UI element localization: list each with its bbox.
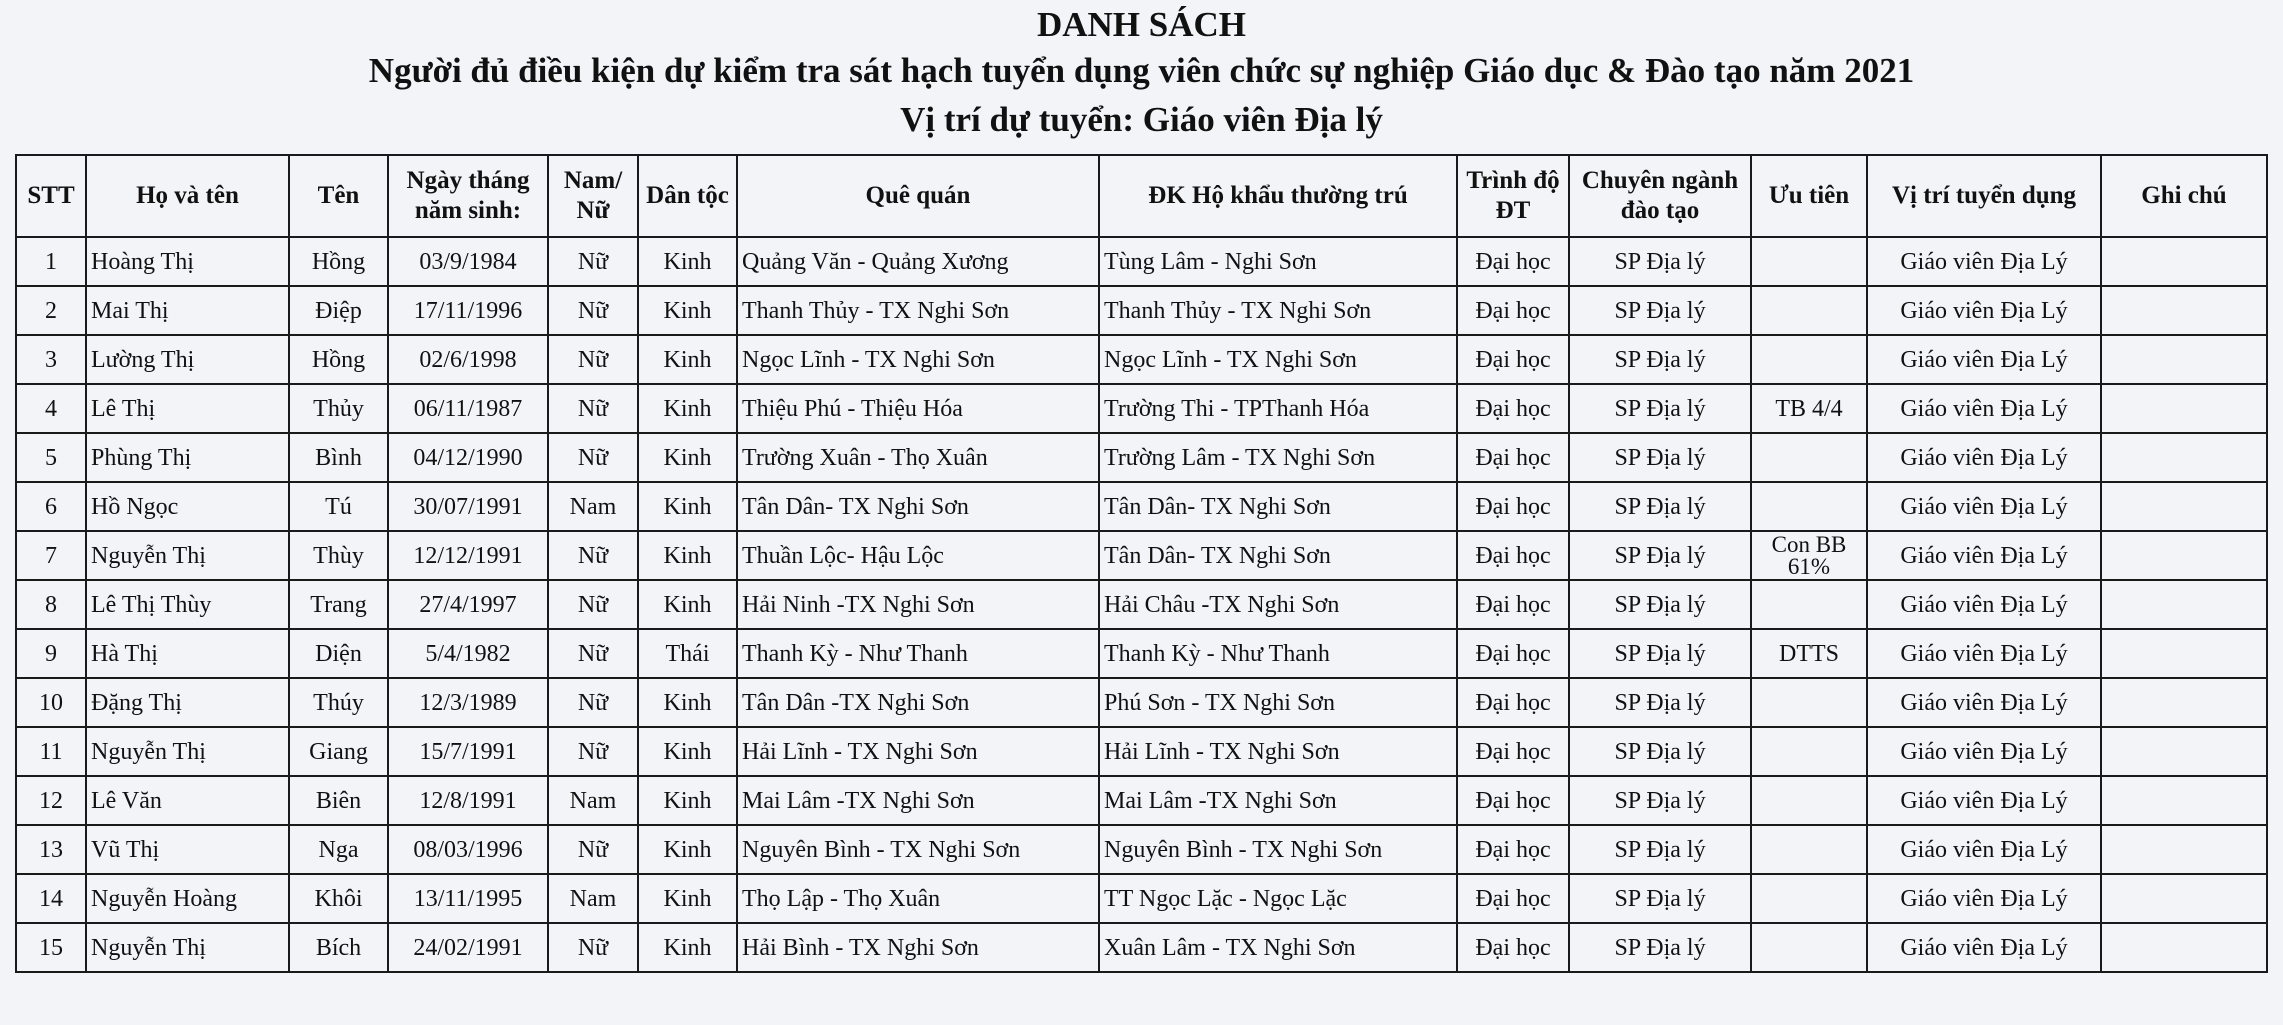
col-header-priority: Ưu tiên bbox=[1751, 155, 1867, 237]
cell-birth-date: 30/07/1991 bbox=[388, 482, 548, 531]
cell-gender: Nam bbox=[548, 482, 638, 531]
cell-ethnicity: Kinh bbox=[638, 923, 737, 972]
table-row bbox=[16, 776, 2267, 825]
cell-residence: Trường Thi - TPThanh Hóa bbox=[1099, 384, 1457, 433]
cell-name: Hồng bbox=[289, 335, 388, 384]
col-header-major: Chuyên ngành đào tạo bbox=[1569, 155, 1751, 237]
cell-gender: Nữ bbox=[548, 727, 638, 776]
cell-name: Diện bbox=[289, 629, 388, 678]
cell-ethnicity: Kinh bbox=[638, 335, 737, 384]
cell-full-name: Phùng Thị bbox=[86, 433, 289, 482]
cell-stt: 1 bbox=[16, 237, 86, 286]
cell-stt: 13 bbox=[16, 825, 86, 874]
page-title: DANH SÁCH bbox=[1036, 5, 1247, 44]
cell-residence: Tùng Lâm - Nghi Sơn bbox=[1099, 237, 1457, 286]
cell-education-level: Đại học bbox=[1457, 727, 1569, 776]
cell-hometown: Quảng Văn - Quảng Xương bbox=[737, 237, 1099, 286]
cell-hometown: Thanh Kỳ - Như Thanh bbox=[737, 629, 1099, 678]
page-subtitle: Người đủ điều kiện dự kiểm tra sát hạch tuyển dụng viên chức sự nghiệp Giáo dục & Đào tạo năm 2021 bbox=[368, 51, 1915, 90]
cell-education-level: Đại học bbox=[1457, 580, 1569, 629]
cell-stt: 5 bbox=[16, 433, 86, 482]
cell-stt: 9 bbox=[16, 629, 86, 678]
cell-full-name: Nguyễn Thị bbox=[86, 727, 289, 776]
col-header-education-level: Trình độ ĐT bbox=[1457, 155, 1569, 237]
cell-ethnicity: Kinh bbox=[638, 874, 737, 923]
cell-major: SP Địa lý bbox=[1569, 384, 1751, 433]
cell-birth-date: 02/6/1998 bbox=[388, 335, 548, 384]
col-header-hometown: Quê quán bbox=[737, 155, 1099, 237]
cell-name: Khôi bbox=[289, 874, 388, 923]
col-header-birth-date: Ngày tháng năm sinh: bbox=[388, 155, 548, 237]
cell-position: Giáo viên Địa Lý bbox=[1867, 384, 2101, 433]
cell-hometown: Tân Dân -TX Nghi Sơn bbox=[737, 678, 1099, 727]
cell-position: Giáo viên Địa Lý bbox=[1867, 923, 2101, 972]
cell-major: SP Địa lý bbox=[1569, 874, 1751, 923]
cell-priority: Con BB 61% bbox=[1751, 531, 1867, 580]
table-row bbox=[16, 874, 2267, 923]
cell-education-level: Đại học bbox=[1457, 531, 1569, 580]
cell-stt: 6 bbox=[16, 482, 86, 531]
cell-stt: 12 bbox=[16, 776, 86, 825]
cell-stt: 14 bbox=[16, 874, 86, 923]
cell-full-name: Lê Văn bbox=[86, 776, 289, 825]
cell-hometown: Thanh Thủy - TX Nghi Sơn bbox=[737, 286, 1099, 335]
cell-gender: Nữ bbox=[548, 678, 638, 727]
cell-major: SP Địa lý bbox=[1569, 776, 1751, 825]
cell-education-level: Đại học bbox=[1457, 335, 1569, 384]
cell-priority bbox=[1751, 482, 1867, 531]
cell-name: Bình bbox=[289, 433, 388, 482]
cell-name: Bích bbox=[289, 923, 388, 972]
cell-major: SP Địa lý bbox=[1569, 286, 1751, 335]
cell-education-level: Đại học bbox=[1457, 384, 1569, 433]
cell-residence: Nguyên Bình - TX Nghi Sơn bbox=[1099, 825, 1457, 874]
cell-name: Giang bbox=[289, 727, 388, 776]
cell-full-name: Vũ Thị bbox=[86, 825, 289, 874]
cell-ethnicity: Kinh bbox=[638, 678, 737, 727]
table-row bbox=[16, 335, 2267, 384]
cell-position: Giáo viên Địa Lý bbox=[1867, 629, 2101, 678]
cell-priority bbox=[1751, 825, 1867, 874]
cell-name: Nga bbox=[289, 825, 388, 874]
cell-birth-date: 27/4/1997 bbox=[388, 580, 548, 629]
cell-hometown: Thuần Lộc- Hậu Lộc bbox=[737, 531, 1099, 580]
cell-notes bbox=[2101, 678, 2267, 727]
cell-notes bbox=[2101, 825, 2267, 874]
cell-residence: Ngọc Lĩnh - TX Nghi Sơn bbox=[1099, 335, 1457, 384]
cell-birth-date: 12/3/1989 bbox=[388, 678, 548, 727]
cell-priority bbox=[1751, 335, 1867, 384]
cell-notes bbox=[2101, 580, 2267, 629]
cell-education-level: Đại học bbox=[1457, 433, 1569, 482]
cell-full-name: Nguyễn Thị bbox=[86, 923, 289, 972]
cell-residence: Tân Dân- TX Nghi Sơn bbox=[1099, 531, 1457, 580]
cell-hometown: Hải Ninh -TX Nghi Sơn bbox=[737, 580, 1099, 629]
col-header-position: Vị trí tuyển dụng bbox=[1867, 155, 2101, 237]
cell-ethnicity: Kinh bbox=[638, 776, 737, 825]
cell-notes bbox=[2101, 874, 2267, 923]
cell-gender: Nam bbox=[548, 776, 638, 825]
cell-priority bbox=[1751, 874, 1867, 923]
table-row bbox=[16, 727, 2267, 776]
cell-position: Giáo viên Địa Lý bbox=[1867, 580, 2101, 629]
cell-notes bbox=[2101, 531, 2267, 580]
cell-ethnicity: Kinh bbox=[638, 580, 737, 629]
table-row bbox=[16, 237, 2267, 286]
cell-stt: 8 bbox=[16, 580, 86, 629]
cell-notes bbox=[2101, 923, 2267, 972]
col-header-ethnicity: Dân tộc bbox=[638, 155, 737, 237]
cell-priority bbox=[1751, 923, 1867, 972]
cell-residence: TT Ngọc Lặc - Ngọc Lặc bbox=[1099, 874, 1457, 923]
cell-birth-date: 12/8/1991 bbox=[388, 776, 548, 825]
cell-notes bbox=[2101, 727, 2267, 776]
table-row bbox=[16, 678, 2267, 727]
cell-birth-date: 03/9/1984 bbox=[388, 237, 548, 286]
cell-education-level: Đại học bbox=[1457, 825, 1569, 874]
cell-residence: Trường Lâm - TX Nghi Sơn bbox=[1099, 433, 1457, 482]
cell-education-level: Đại học bbox=[1457, 629, 1569, 678]
col-header-gender: Nam/ Nữ bbox=[548, 155, 638, 237]
cell-ethnicity: Kinh bbox=[638, 727, 737, 776]
cell-hometown: Nguyên Bình - TX Nghi Sơn bbox=[737, 825, 1099, 874]
cell-education-level: Đại học bbox=[1457, 237, 1569, 286]
cell-residence: Hải Lĩnh - TX Nghi Sơn bbox=[1099, 727, 1457, 776]
cell-residence: Tân Dân- TX Nghi Sơn bbox=[1099, 482, 1457, 531]
cell-name: Thủy bbox=[289, 384, 388, 433]
cell-gender: Nữ bbox=[548, 531, 638, 580]
cell-name: Hồng bbox=[289, 237, 388, 286]
position-heading: Vị trí dự tuyển: Giáo viên Địa lý bbox=[900, 100, 1383, 139]
cell-priority bbox=[1751, 776, 1867, 825]
cell-gender: Nữ bbox=[548, 923, 638, 972]
cell-full-name: Hồ Ngọc bbox=[86, 482, 289, 531]
cell-position: Giáo viên Địa Lý bbox=[1867, 825, 2101, 874]
cell-education-level: Đại học bbox=[1457, 678, 1569, 727]
cell-birth-date: 12/12/1991 bbox=[388, 531, 548, 580]
cell-priority bbox=[1751, 678, 1867, 727]
table-row bbox=[16, 482, 2267, 531]
cell-ethnicity: Kinh bbox=[638, 482, 737, 531]
cell-major: SP Địa lý bbox=[1569, 433, 1751, 482]
cell-position: Giáo viên Địa Lý bbox=[1867, 482, 2101, 531]
cell-birth-date: 08/03/1996 bbox=[388, 825, 548, 874]
cell-priority: TB 4/4 bbox=[1751, 384, 1867, 433]
cell-priority bbox=[1751, 727, 1867, 776]
cell-notes bbox=[2101, 629, 2267, 678]
table-row bbox=[16, 923, 2267, 972]
cell-birth-date: 17/11/1996 bbox=[388, 286, 548, 335]
cell-hometown: Trường Xuân - Thọ Xuân bbox=[737, 433, 1099, 482]
table-row bbox=[16, 531, 2267, 580]
cell-major: SP Địa lý bbox=[1569, 237, 1751, 286]
cell-residence: Thanh Kỳ - Như Thanh bbox=[1099, 629, 1457, 678]
cell-full-name: Nguyễn Hoàng bbox=[86, 874, 289, 923]
cell-gender: Nữ bbox=[548, 286, 638, 335]
cell-position: Giáo viên Địa Lý bbox=[1867, 874, 2101, 923]
table-row bbox=[16, 286, 2267, 335]
table-row bbox=[16, 629, 2267, 678]
cell-ethnicity: Kinh bbox=[638, 531, 737, 580]
cell-gender: Nữ bbox=[548, 825, 638, 874]
cell-position: Giáo viên Địa Lý bbox=[1867, 237, 2101, 286]
cell-hometown: Thọ Lập - Thọ Xuân bbox=[737, 874, 1099, 923]
cell-gender: Nữ bbox=[548, 433, 638, 482]
cell-stt: 15 bbox=[16, 923, 86, 972]
table-row bbox=[16, 580, 2267, 629]
candidate-table bbox=[15, 154, 2268, 973]
cell-residence: Phú Sơn - TX Nghi Sơn bbox=[1099, 678, 1457, 727]
cell-position: Giáo viên Địa Lý bbox=[1867, 286, 2101, 335]
cell-major: SP Địa lý bbox=[1569, 335, 1751, 384]
cell-full-name: Mai Thị bbox=[86, 286, 289, 335]
cell-major: SP Địa lý bbox=[1569, 482, 1751, 531]
cell-major: SP Địa lý bbox=[1569, 678, 1751, 727]
cell-hometown: Mai Lâm -TX Nghi Sơn bbox=[737, 776, 1099, 825]
cell-priority bbox=[1751, 433, 1867, 482]
cell-birth-date: 04/12/1990 bbox=[388, 433, 548, 482]
cell-notes bbox=[2101, 776, 2267, 825]
col-header-notes: Ghi chú bbox=[2101, 155, 2267, 237]
cell-education-level: Đại học bbox=[1457, 874, 1569, 923]
cell-gender: Nữ bbox=[548, 237, 638, 286]
cell-hometown: Tân Dân- TX Nghi Sơn bbox=[737, 482, 1099, 531]
cell-name: Tú bbox=[289, 482, 388, 531]
cell-ethnicity: Kinh bbox=[638, 825, 737, 874]
cell-ethnicity: Kinh bbox=[638, 237, 737, 286]
col-header-stt: STT bbox=[16, 155, 86, 237]
cell-notes bbox=[2101, 384, 2267, 433]
cell-full-name: Nguyễn Thị bbox=[86, 531, 289, 580]
cell-notes bbox=[2101, 433, 2267, 482]
col-header-residence: ĐK Hộ khẩu thường trú bbox=[1099, 155, 1457, 237]
cell-name: Thúy bbox=[289, 678, 388, 727]
table-row bbox=[16, 825, 2267, 874]
table-row bbox=[16, 384, 2267, 433]
cell-position: Giáo viên Địa Lý bbox=[1867, 335, 2101, 384]
cell-birth-date: 24/02/1991 bbox=[388, 923, 548, 972]
cell-priority bbox=[1751, 286, 1867, 335]
cell-full-name: Hoàng Thị bbox=[86, 237, 289, 286]
cell-ethnicity: Kinh bbox=[638, 286, 737, 335]
cell-full-name: Lường Thị bbox=[86, 335, 289, 384]
cell-full-name: Đặng Thị bbox=[86, 678, 289, 727]
cell-residence: Mai Lâm -TX Nghi Sơn bbox=[1099, 776, 1457, 825]
cell-major: SP Địa lý bbox=[1569, 629, 1751, 678]
cell-education-level: Đại học bbox=[1457, 923, 1569, 972]
cell-birth-date: 5/4/1982 bbox=[388, 629, 548, 678]
cell-name: Trang bbox=[289, 580, 388, 629]
cell-education-level: Đại học bbox=[1457, 776, 1569, 825]
table-row bbox=[16, 433, 2267, 482]
cell-stt: 7 bbox=[16, 531, 86, 580]
cell-education-level: Đại học bbox=[1457, 482, 1569, 531]
cell-residence: Hải Châu -TX Nghi Sơn bbox=[1099, 580, 1457, 629]
cell-position: Giáo viên Địa Lý bbox=[1867, 727, 2101, 776]
cell-birth-date: 13/11/1995 bbox=[388, 874, 548, 923]
cell-ethnicity: Kinh bbox=[638, 384, 737, 433]
cell-full-name: Lê Thị Thùy bbox=[86, 580, 289, 629]
cell-stt: 11 bbox=[16, 727, 86, 776]
cell-gender: Nam bbox=[548, 874, 638, 923]
cell-birth-date: 06/11/1987 bbox=[388, 384, 548, 433]
cell-notes bbox=[2101, 335, 2267, 384]
cell-education-level: Đại học bbox=[1457, 286, 1569, 335]
cell-position: Giáo viên Địa Lý bbox=[1867, 678, 2101, 727]
cell-stt: 2 bbox=[16, 286, 86, 335]
cell-major: SP Địa lý bbox=[1569, 727, 1751, 776]
cell-notes bbox=[2101, 482, 2267, 531]
cell-residence: Thanh Thủy - TX Nghi Sơn bbox=[1099, 286, 1457, 335]
col-header-full-name: Họ và tên bbox=[86, 155, 289, 237]
cell-gender: Nữ bbox=[548, 580, 638, 629]
cell-ethnicity: Kinh bbox=[638, 433, 737, 482]
cell-name: Biên bbox=[289, 776, 388, 825]
cell-residence: Xuân Lâm - TX Nghi Sơn bbox=[1099, 923, 1457, 972]
cell-hometown: Hải Lĩnh - TX Nghi Sơn bbox=[737, 727, 1099, 776]
cell-position: Giáo viên Địa Lý bbox=[1867, 433, 2101, 482]
cell-hometown: Ngọc Lĩnh - TX Nghi Sơn bbox=[737, 335, 1099, 384]
table-header-row bbox=[16, 155, 2267, 237]
cell-position: Giáo viên Địa Lý bbox=[1867, 531, 2101, 580]
cell-hometown: Thiệu Phú - Thiệu Hóa bbox=[737, 384, 1099, 433]
cell-gender: Nữ bbox=[548, 629, 638, 678]
cell-stt: 3 bbox=[16, 335, 86, 384]
cell-name: Thùy bbox=[289, 531, 388, 580]
cell-notes bbox=[2101, 237, 2267, 286]
cell-major: SP Địa lý bbox=[1569, 825, 1751, 874]
cell-notes bbox=[2101, 286, 2267, 335]
cell-birth-date: 15/7/1991 bbox=[388, 727, 548, 776]
cell-stt: 4 bbox=[16, 384, 86, 433]
cell-position: Giáo viên Địa Lý bbox=[1867, 776, 2101, 825]
cell-hometown: Hải Bình - TX Nghi Sơn bbox=[737, 923, 1099, 972]
cell-ethnicity: Thái bbox=[638, 629, 737, 678]
cell-gender: Nữ bbox=[548, 384, 638, 433]
cell-stt: 10 bbox=[16, 678, 86, 727]
cell-major: SP Địa lý bbox=[1569, 531, 1751, 580]
cell-full-name: Lê Thị bbox=[86, 384, 289, 433]
cell-priority: DTTS bbox=[1751, 629, 1867, 678]
cell-priority bbox=[1751, 237, 1867, 286]
cell-full-name: Hà Thị bbox=[86, 629, 289, 678]
cell-gender: Nữ bbox=[548, 335, 638, 384]
cell-major: SP Địa lý bbox=[1569, 580, 1751, 629]
cell-major: SP Địa lý bbox=[1569, 923, 1751, 972]
cell-priority bbox=[1751, 580, 1867, 629]
col-header-name: Tên bbox=[289, 155, 388, 237]
cell-name: Điệp bbox=[289, 286, 388, 335]
